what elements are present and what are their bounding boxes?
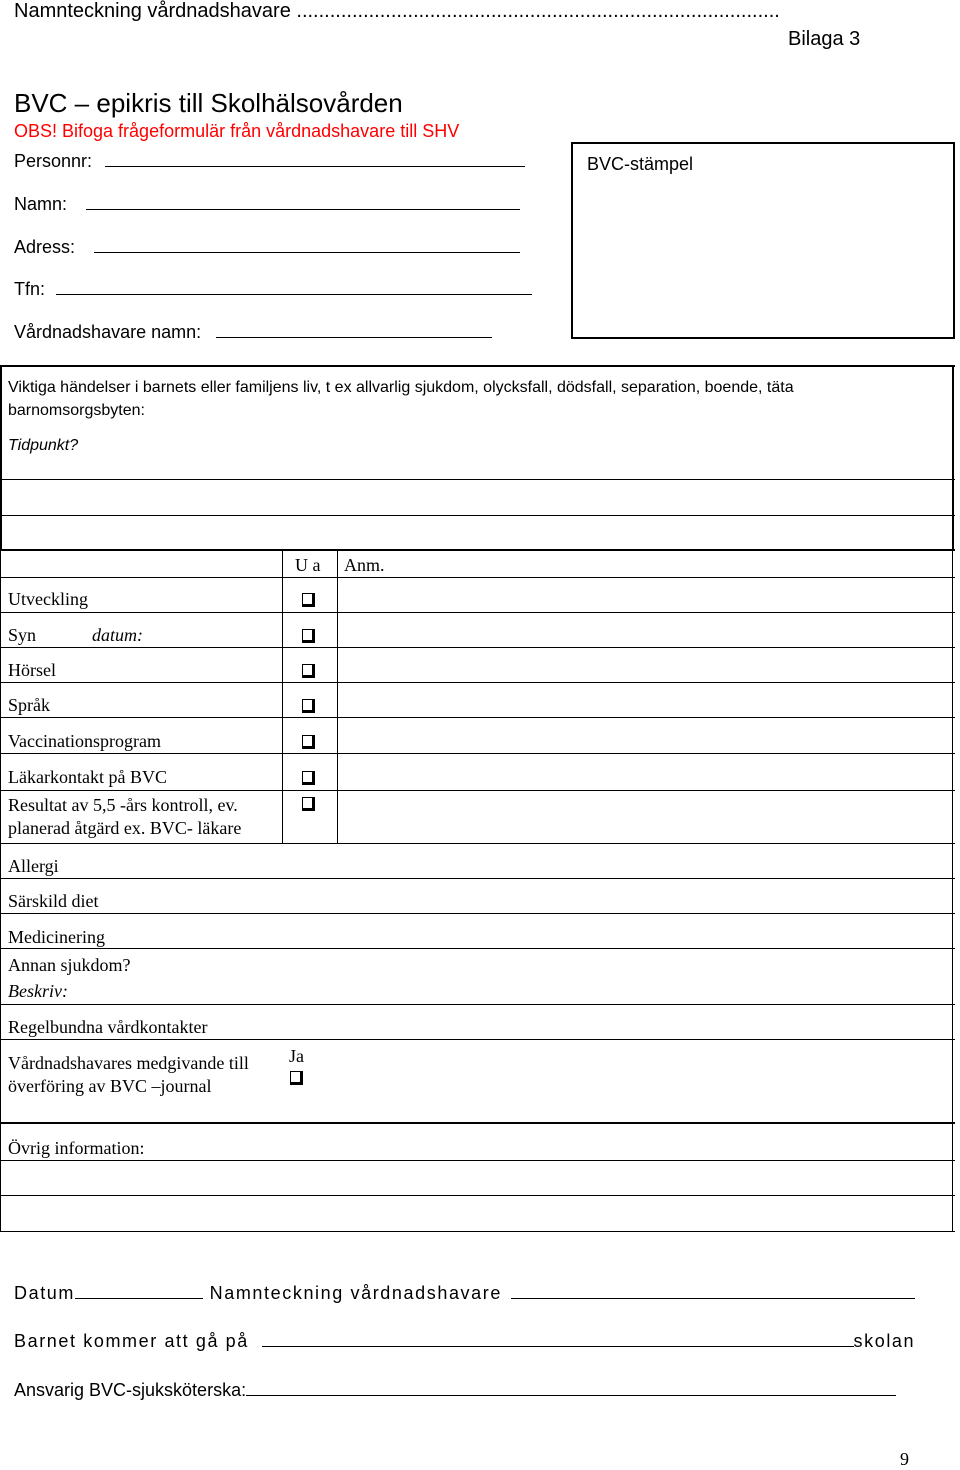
- row-syn-date-label: datum:: [92, 625, 143, 645]
- horsel-checkbox[interactable]: [302, 664, 315, 678]
- row-utveckling-label: Utveckling: [8, 589, 88, 609]
- tfn-label: Tfn:: [14, 279, 46, 299]
- footer-school-row[interactable]: [14, 1331, 915, 1352]
- guardian-name-input-line[interactable]: [216, 337, 492, 338]
- footer-date-signature-row[interactable]: [14, 1283, 915, 1304]
- personnr-field[interactable]: [14, 151, 525, 172]
- events-when-label: Tidpunkt?: [8, 437, 79, 454]
- syn-checkbox[interactable]: [302, 629, 315, 643]
- consent-checkbox[interactable]: [290, 1071, 303, 1085]
- footer-signature-input-line[interactable]: [511, 1298, 915, 1299]
- personnr-label: Personnr:: [14, 151, 93, 171]
- tfn-input-line[interactable]: [56, 294, 532, 295]
- events-section: [0, 365, 955, 551]
- stamp-label: BVC-stämpel: [587, 154, 694, 174]
- footer-nurse-label: Ansvarig BVC-sjuksköterska:: [14, 1380, 247, 1400]
- row-consent-label-line1: Vårdnadshavares medgivande till: [8, 1053, 249, 1073]
- footer-nurse-row[interactable]: [14, 1380, 896, 1401]
- other-info-label: Övrig information:: [8, 1138, 145, 1158]
- row-annan-sjukdom-label: Annan sjukdom?: [8, 955, 131, 975]
- footer-school-input-line[interactable]: [262, 1346, 854, 1347]
- footer-school-prefix: Barnet kommer att gå på: [14, 1331, 249, 1351]
- adress-field[interactable]: [14, 237, 520, 258]
- stamp-box: [571, 142, 955, 339]
- events-text-line2: barnomsorgsbyten:: [8, 402, 145, 419]
- footer-school-suffix: skolan: [853, 1331, 916, 1351]
- obs-note: OBS! Bifoga frågeformulär från vårdnadshavare till SHV: [14, 121, 460, 141]
- row-resultat-label-line2: planerad åtgärd ex. BVC- läkare: [8, 818, 242, 838]
- row-regelbundna-label: Regelbundna vårdkontakter: [8, 1017, 208, 1037]
- row-medicinering-label: Medicinering: [8, 927, 105, 947]
- footer-signature-label: Namnteckning vårdnadshavare: [209, 1283, 502, 1303]
- page-title: BVC – epikris till Skolhälsovården: [14, 88, 403, 118]
- other-info-section: [0, 1124, 955, 1232]
- consent-yes-label: Ja: [289, 1046, 304, 1066]
- namn-input-line[interactable]: [86, 209, 520, 210]
- row-beskriv-label: Beskriv:: [8, 981, 68, 1001]
- events-text-line1: Viktiga händelser i barnets eller familjens liv, t ex allvarlig sjukdom, olycksfall, dödsfall, separation, boende, täta: [8, 379, 794, 396]
- column-header-ua: U a: [295, 555, 321, 575]
- footer-nurse-input-line[interactable]: [246, 1395, 896, 1396]
- row-consent-label-line2: överföring av BVC –journal: [8, 1076, 212, 1096]
- row-vaccination-label: Vaccinationsprogram: [8, 731, 161, 751]
- row-allergi-label: Allergi: [8, 856, 59, 876]
- footer-date-label: Datum: [14, 1283, 76, 1303]
- row-horsel-label: Hörsel: [8, 660, 56, 680]
- adress-input-line[interactable]: [94, 252, 520, 253]
- vaccination-checkbox[interactable]: [302, 735, 315, 749]
- row-lakarkontakt-label: Läkarkontakt på BVC: [8, 767, 167, 787]
- sprak-checkbox[interactable]: [302, 699, 315, 713]
- column-header-anm: Anm.: [344, 555, 385, 575]
- signature-header-line: Namnteckning vårdnadshavare .......................................................................................: [14, 0, 780, 22]
- tfn-field[interactable]: [14, 279, 532, 300]
- lakarkontakt-checkbox[interactable]: [302, 771, 315, 785]
- personnr-input-line[interactable]: [105, 166, 525, 167]
- row-syn-label: Syn: [8, 625, 37, 645]
- footer-date-input-line[interactable]: [75, 1298, 203, 1299]
- utveckling-checkbox[interactable]: [302, 593, 315, 607]
- row-resultat-label-line1: Resultat av 5,5 -års kontroll, ev.: [8, 795, 238, 815]
- assessment-table: [0, 549, 955, 1124]
- page-number: 9: [900, 1449, 909, 1469]
- guardian-name-field[interactable]: [14, 322, 492, 343]
- resultat-checkbox[interactable]: [302, 797, 315, 811]
- guardian-name-label: Vårdnadshavare namn:: [14, 322, 202, 342]
- appendix-label: Bilaga 3: [788, 28, 861, 50]
- adress-label: Adress:: [14, 237, 76, 257]
- namn-label: Namn:: [14, 194, 68, 214]
- row-diet-label: Särskild diet: [8, 891, 99, 911]
- row-sprak-label: Språk: [8, 695, 50, 715]
- namn-field[interactable]: [14, 194, 520, 215]
